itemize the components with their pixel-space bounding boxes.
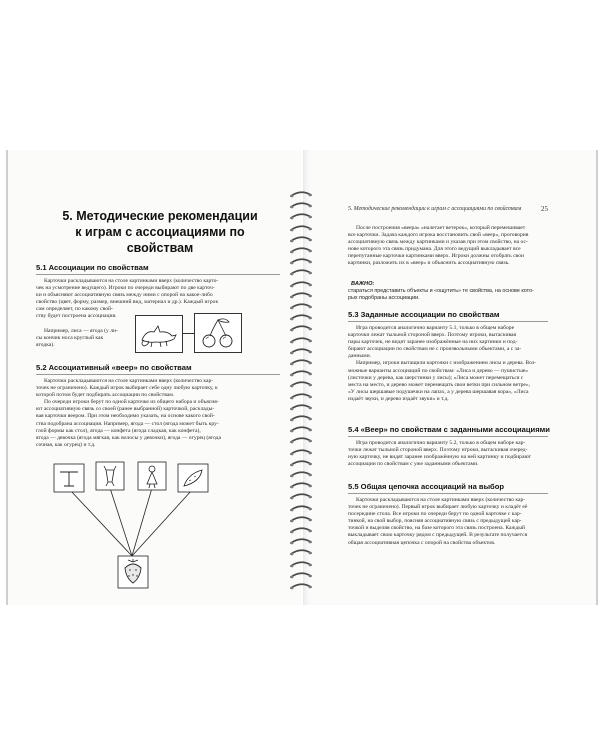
spiral-ring [289, 302, 311, 312]
cucumber-card [178, 464, 208, 492]
important-line-0: стараться представить объекты и «ощутить» те свойства, на основе кото- [348, 288, 534, 294]
spiral-ring [289, 548, 311, 558]
s52-line2-5: ягода — девочка (ягода мягкая, как волосы у девочки), ягода — огурец (ягода [36, 434, 221, 441]
section-5-2-rule [36, 374, 280, 375]
spiral-ring [289, 403, 311, 413]
intro-line-1: все карточки. Задача каждого игрока восстановить свой «веер», проговорив [348, 232, 529, 239]
spiral-ring [289, 504, 311, 514]
s51-example-0: Например, лиса — ягода (у ли- [44, 328, 118, 334]
spiral-ring [289, 392, 311, 402]
section-5-4-text [348, 440, 548, 468]
s54-line-1: точки лежат тыльной стороной вверх. Поэтому игроки, вытаскивая очеред- [348, 447, 528, 454]
s51-line-3: свойство (цвет, форму, размер, внешний вид, материал и др.). Каждый игрок [36, 299, 219, 306]
section-5-3-heading: 5.3 Заданные ассоциации по свойствам [348, 310, 500, 319]
spiral-ring [289, 212, 311, 222]
spiral-ring [289, 492, 311, 502]
s53-line2-3: места на место, и дерево может перемещать свои ветки при сильном ветре», [348, 381, 531, 388]
s53-line-3: бирают ассоциации по свойствам не с произвольными объектами, а с за- [348, 346, 522, 353]
intro-line-2: ассоциативную связь между картинками и указав при этом свойство, на ос- [348, 239, 528, 246]
page-number: 25 [541, 205, 548, 213]
s53-line2-2: (листочки у дерева, как шерстинки у лисы); «Лиса может перемещаться с [348, 374, 524, 381]
cherry-card [194, 313, 242, 353]
association-fan-diagram [48, 460, 218, 595]
spiral-ring [289, 268, 311, 278]
s51-line-0: Карточки раскладываются на столе картинками вверх (количество карто- [44, 278, 219, 284]
spiral-ring [289, 358, 311, 368]
s53-line2-1: можные варианты ассоциаций по свойствам: «Лиса и дерево — пушистые» [348, 367, 529, 374]
spiral-ring [289, 436, 311, 446]
section-5-4-rule [348, 436, 548, 437]
s51-line-2: ки и объясняют ассоциативную связь между ними с опорой на какое-либо [36, 292, 213, 299]
intro-line-3: нове которого эта связь придумана. Для этого ведущий выкладывает все [348, 246, 521, 253]
spiral-ring [289, 571, 311, 581]
s52-line2-0: По очереди игроки берут по одной карточке из общего набора и объясня- [44, 399, 219, 406]
section-5-5-text [348, 497, 548, 547]
spiral-ring [289, 459, 311, 469]
intro-line-0: После построения «веера» «налетает ветерок», который перемешивает [356, 225, 526, 231]
spiral-ring [289, 291, 311, 301]
section-5-1-heading: 5.1 Ассоциации по свойствам [36, 263, 149, 272]
chapter-title-line2: к играм с ассоциациями по свойствам [75, 225, 245, 255]
s54-line-0: Игра проводится аналогично варианту 5.2, только в общем наборе кар- [356, 440, 526, 446]
cherry-icon [195, 314, 241, 352]
spiral-ring [289, 201, 311, 211]
s52-line2-4: глой формы как стол), ягода — конфета (ягода сладкая, как конфета), [36, 427, 201, 434]
s53-line2-4: «У лисы шершавые подушечки на лапах, а у дерева шершавая кора», «Лиса [348, 388, 529, 395]
left-page [6, 150, 301, 605]
s55-line-2: посередине стола. Все игроки по очереди берут по одной карточке с кар- [348, 511, 522, 518]
s53-line2-0: Например, игроки вытащили карточки с изображением лисы и дерева. Воз- [356, 360, 537, 367]
section-5-1-rule [36, 274, 280, 275]
section-5-2-heading: 5.2 Ассоциативный «веер» по свойствам [36, 363, 192, 372]
spiral-ring [289, 313, 311, 323]
section-5-1-text-cont [36, 306, 146, 320]
s54-line-2: ную карточку, не видят заранее изображённую на ней картинку и подбирают [348, 454, 531, 461]
spiral-ring [289, 369, 311, 379]
s51-example-2: ягодка). [36, 342, 55, 349]
spiral-ring [289, 560, 311, 570]
s53-line-0: Игра проводится аналогично варианту 5.1, только в общем наборе [356, 325, 515, 331]
s51-line-5: ству будет построена ассоциация. [36, 313, 117, 320]
section-5-3-text [348, 325, 548, 403]
spiral-ring [289, 246, 311, 256]
spiral-ring [289, 257, 311, 267]
s55-line-4: точкой и выделяя свойство, на базе которого эта связь построена. Каждый [348, 525, 525, 532]
s52-line2-6: сочная, как огурец) и т.д. [36, 441, 96, 448]
important-label: ВАЖНО: [351, 281, 375, 287]
right-page [303, 150, 598, 605]
intro-line-5: картинки, разложить их в «веер» и объяснить ассоциативную связь. [348, 260, 510, 267]
candy-card [96, 462, 124, 490]
important-line-1: рых подобраны ассоциации. [348, 295, 420, 301]
s53-line-4: данными. [348, 353, 372, 360]
s53-line-2: пары карточек, не видят заранее изображённые на них картинки и под- [348, 339, 518, 346]
s51-line-4: сам определяет, по какому свой- [36, 306, 113, 312]
section-5-5-heading: 5.5 Общая цепочка ассоциаций на выбор [348, 482, 505, 491]
intro-text [348, 225, 548, 268]
spiral-ring [289, 448, 311, 458]
s52-line-2: которой потом будет подбирать ассоциации по свойствам. [36, 392, 175, 399]
s51-example-1: сы кончик носа круглый как [36, 335, 104, 342]
spiral-ring [289, 280, 311, 290]
association-connector [182, 333, 194, 334]
section-5-3-rule [348, 321, 548, 322]
section-5-2-text [36, 378, 280, 449]
spiral-ring [289, 425, 311, 435]
spiral-ring [289, 224, 311, 234]
fox-card [135, 315, 183, 353]
spiral-ring [289, 537, 311, 547]
spiral-binding [289, 150, 315, 605]
spiral-ring [289, 414, 311, 424]
fox-icon [136, 316, 182, 352]
s55-line-5: выкладывает свою карточку рядом с предыдущей. В результате получается [348, 532, 528, 539]
s53-line2-5: издаёт звуки, и дерево издаёт звуки» и т.д. [348, 395, 449, 402]
spiral-ring [289, 380, 311, 390]
s52-line2-1: ют ассоциативную связь со своей (ранее выбранной) карточкой, расклады- [36, 406, 215, 413]
spiral-ring [289, 515, 311, 525]
s54-line-3: ассоциации по свойствам с уже заданными объектами. [348, 461, 479, 468]
chapter-title [54, 208, 266, 256]
strawberry-card [118, 556, 148, 588]
section-5-5-rule [348, 493, 548, 494]
s51-line-1: чек на усмотрение ведущего). Игроки по очереди выбирают по две карточ- [36, 285, 215, 292]
spiral-ring [289, 347, 311, 357]
spiral-ring [289, 582, 311, 592]
chapter-title-line1: 5. Методические рекомендации [62, 209, 258, 223]
spiral-ring [289, 190, 311, 200]
running-head: 5. Методические рекомендации к играм с ассоциациями по свойствам [348, 206, 522, 212]
s55-line-0: Карточки раскладываются на столе картинками вверх (количество кар- [356, 497, 526, 503]
girl-card [138, 462, 166, 490]
s52-line-1: точек не ограничено). Каждый игрок выбирает себе одну любую карточку, к [36, 385, 218, 392]
s53-line-1: карточки лежат тыльной стороной вверх. Поэтому игроки, вытаскивая [348, 332, 517, 339]
spiral-ring [289, 481, 311, 491]
section-5-1-example [36, 328, 132, 349]
section-5-1-text [36, 278, 280, 306]
book-spread [6, 150, 596, 605]
table-card [54, 464, 84, 492]
spiral-ring [289, 324, 311, 334]
spiral-ring [289, 470, 311, 480]
section-5-4-heading: 5.4 «Веер» по свойствам с заданными ассоциациями [348, 425, 550, 434]
s52-line2-2: вая карточки веером. При этом необходимо указать, на основе какого свой- [36, 413, 215, 420]
important-text [348, 288, 548, 302]
s55-line-1: точек не ограничено). Первый игрок выбирает любую карточку и кладёт её [348, 504, 528, 511]
s52-line2-3: ства подобрана ассоциация. Например, ягода — стол (ягода может быть кру- [36, 420, 219, 427]
spiral-ring [289, 526, 311, 536]
s55-line-3: тинкой, на свой выбор, поясняя ассоциативную связь с предыдущей кар- [348, 518, 522, 525]
spiral-ring [289, 336, 311, 346]
s55-line-6: общая ассоциативная цепочка с опорой на свойства объектов. [348, 539, 496, 546]
s52-line-0: Карточки раскладываются на столе картинками вверх (количество кар- [44, 378, 214, 384]
spiral-ring [289, 235, 311, 245]
intro-line-4: перепутанные карточки картинками вверх. Игроки должны отобрать свои [348, 253, 524, 260]
